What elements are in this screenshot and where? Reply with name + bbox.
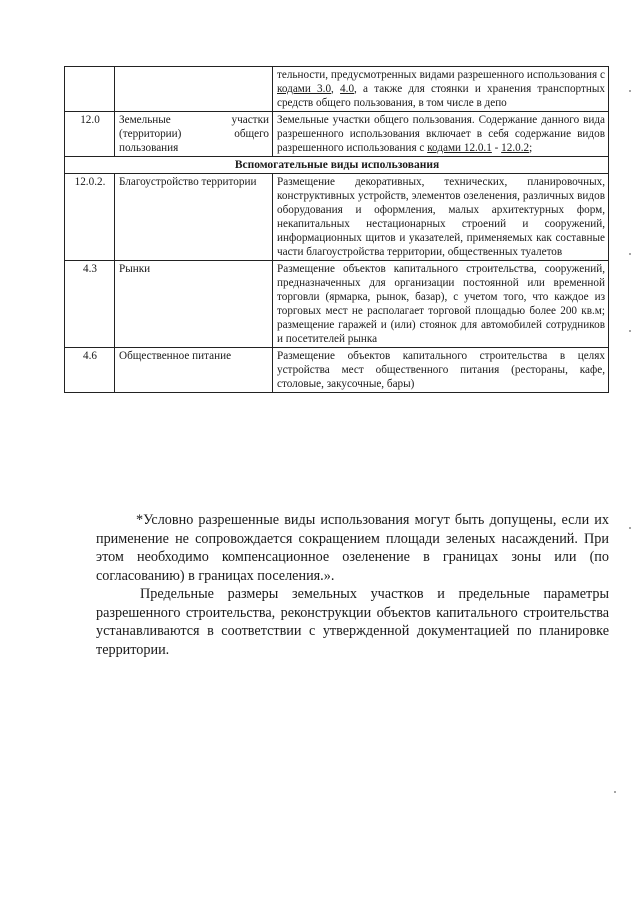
description-text: , а также для стоянки и хранения транспортных средств общего пользования, в том числе в депо [277,83,605,109]
description-text: Земельные участки общего пользования. Содержание данного вида разрешенного использования включает в себя содержание видов разрешенного использования с [277,114,605,154]
row-number-cell: 12.0.2. [65,174,115,261]
note-paragraph: *Условно разрешенные виды использования могут быть допущены, если их применение не сопровождается сокращением площади зеленых насаждений. При этом необходимо компенсационное озеленение в границах зоны или (по согласованию) в границах поселения.». [96,512,609,584]
separator-text: , [331,83,341,95]
row-description-cell [273,112,609,157]
code-link-12-0-2[interactable]: 12.0.2 [501,142,530,154]
table-row-continuation [65,67,609,112]
row-description-cell: Размещение декоративных, технических, планировочных, конструктивных устройств, элементов озеленения, различных видов оборудования и оформления, малых архитектурных форм, некапитальных нестационарных строений и сооружений, информационных щитов и указателей, применяемых как составные части благоустройства территории, общественных туалетов [273,174,609,261]
row-number-cell: 12.0 [65,112,115,157]
row-name-cell: Земельные участки (территории) общего пользования [115,112,273,157]
scan-speck [629,330,631,332]
code-link-4-0[interactable]: 4.0 [340,83,355,95]
row-name-cell: Благоустройство территории [115,174,273,261]
row-description-cell: Размещение объектов капитального строительства в целях устройства мест общественного питания (рестораны, кафе, столовые, закусочные, бары) [273,348,609,393]
description-text: ; [529,142,533,154]
limits-paragraph: Предельные размеры земельных участков и предельные параметры разрешенного строительства, реконструкции объектов капитального строительства устанавливаются в соответствии с утвержденной документацией по планировке территории. [96,586,609,658]
row-number-cell: 4.6 [65,348,115,393]
description-text: тельности, предусмотренных видами разрешенного использования с [277,69,605,81]
row-number-cell [65,67,115,112]
row-name-cell: Общественное питание [115,348,273,393]
row-number-cell: 4.3 [65,261,115,348]
row-description-cell: Размещение объектов капитального строительства, сооружений, предназначенных для организации постоянной или временной торговли (ярмарка, рынок, базар), с учетом того, что каждое из торговых мест не располагает торговой площадью более 200 кв.м; размещение гаражей и (или) стоянок для автомобилей сотрудников и посетителей рынка [273,261,609,348]
row-name-cell [115,67,273,112]
scan-speck [614,791,616,793]
row-description-cell [273,67,609,112]
scan-speck [629,253,631,255]
land-use-table [64,66,609,393]
section-header: Вспомогательные виды использования [65,157,609,174]
separator-text: - [491,142,502,154]
table-section-row [65,157,609,174]
table-row-4-6 [65,348,609,393]
table-row-4-3 [65,261,609,348]
table-row-12-0-2 [65,174,609,261]
scan-speck [629,90,631,92]
row-name-cell: Рынки [115,261,273,348]
table-row-12-0 [65,112,609,157]
code-link-3-0[interactable]: кодами 3.0 [277,83,332,95]
scan-speck [629,527,631,529]
code-link-12-0-1[interactable]: кодами 12.0.1 [427,142,492,154]
